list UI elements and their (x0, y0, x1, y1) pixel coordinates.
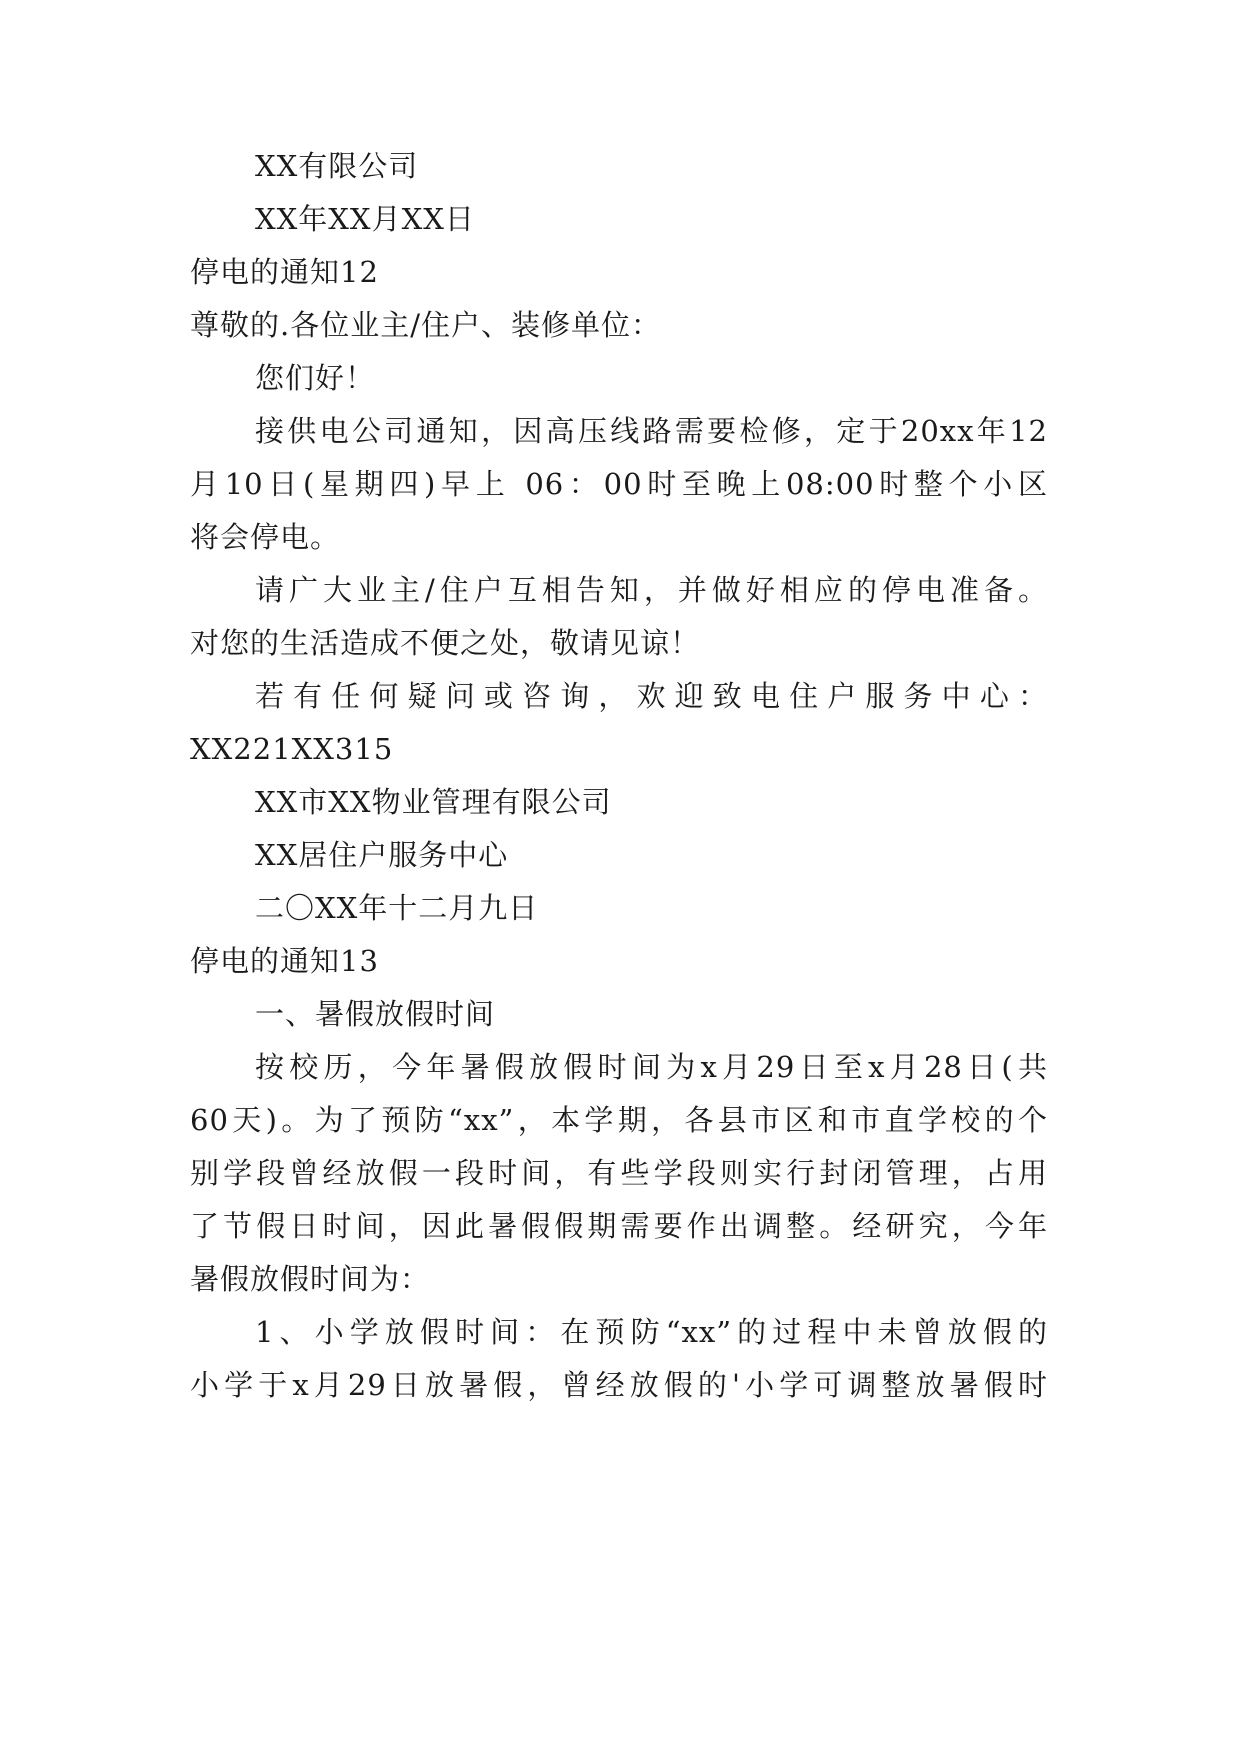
body-line: 接供电公司通知，因高压线路需要检修，定于20xx年12 (255, 414, 1048, 448)
body-line: 月10日(星期四)早上 06：00时至晚上08:00时整个小区 (190, 467, 1048, 501)
body-line: 请广大业主/住户互相告知，并做好相应的停电准备。 (255, 573, 1048, 607)
signature-company: XX有限公司 (255, 149, 419, 183)
body-line: 对您的生活造成不便之处，敬请见谅！ (190, 626, 701, 660)
signature-company: XX市XX物业管理有限公司 (255, 785, 612, 819)
signature-date: 二〇XX年十二月九日 (255, 891, 539, 925)
section-heading: 一、暑假放假时间 (255, 997, 496, 1031)
phone-number: XX221XX315 (190, 732, 394, 766)
signature-date: XX年XX月XX日 (255, 202, 475, 236)
signature-service-center: XX居住户服务中心 (255, 838, 509, 872)
body-line: 按校历，今年暑假放假时间为x月29日至x月28日(共 (255, 1050, 1048, 1084)
body-line: 将会停电。 (190, 520, 341, 554)
body-line: 别学段曾经放假一段时间，有些学段则实行封闭管理，占用 (190, 1156, 1048, 1190)
notice-12-heading: 停电的通知12 (190, 255, 379, 289)
list-item: 1、小学放假时间：在预防“xx”的过程中未曾放假的 (255, 1315, 1048, 1349)
body-line: 了节假日时间，因此暑假假期需要作出调整。经研究，今年 (190, 1209, 1048, 1243)
body-line: 60天)。为了预防“xx”，本学期，各县市区和市直学校的个 (190, 1103, 1048, 1137)
body-line: 暑假放假时间为： (190, 1262, 431, 1296)
list-item: 小学于x月29日放暑假，曾经放假的'小学可调整放暑假时 (190, 1368, 1048, 1402)
notice-13-heading: 停电的通知13 (190, 944, 379, 978)
body-line: 若有任何疑问或咨询，欢迎致电住户服务中心： (255, 679, 1048, 713)
greeting: 您们好！ (255, 361, 376, 395)
salutation: 尊敬的.各位业主/住户、装修单位： (190, 308, 661, 342)
